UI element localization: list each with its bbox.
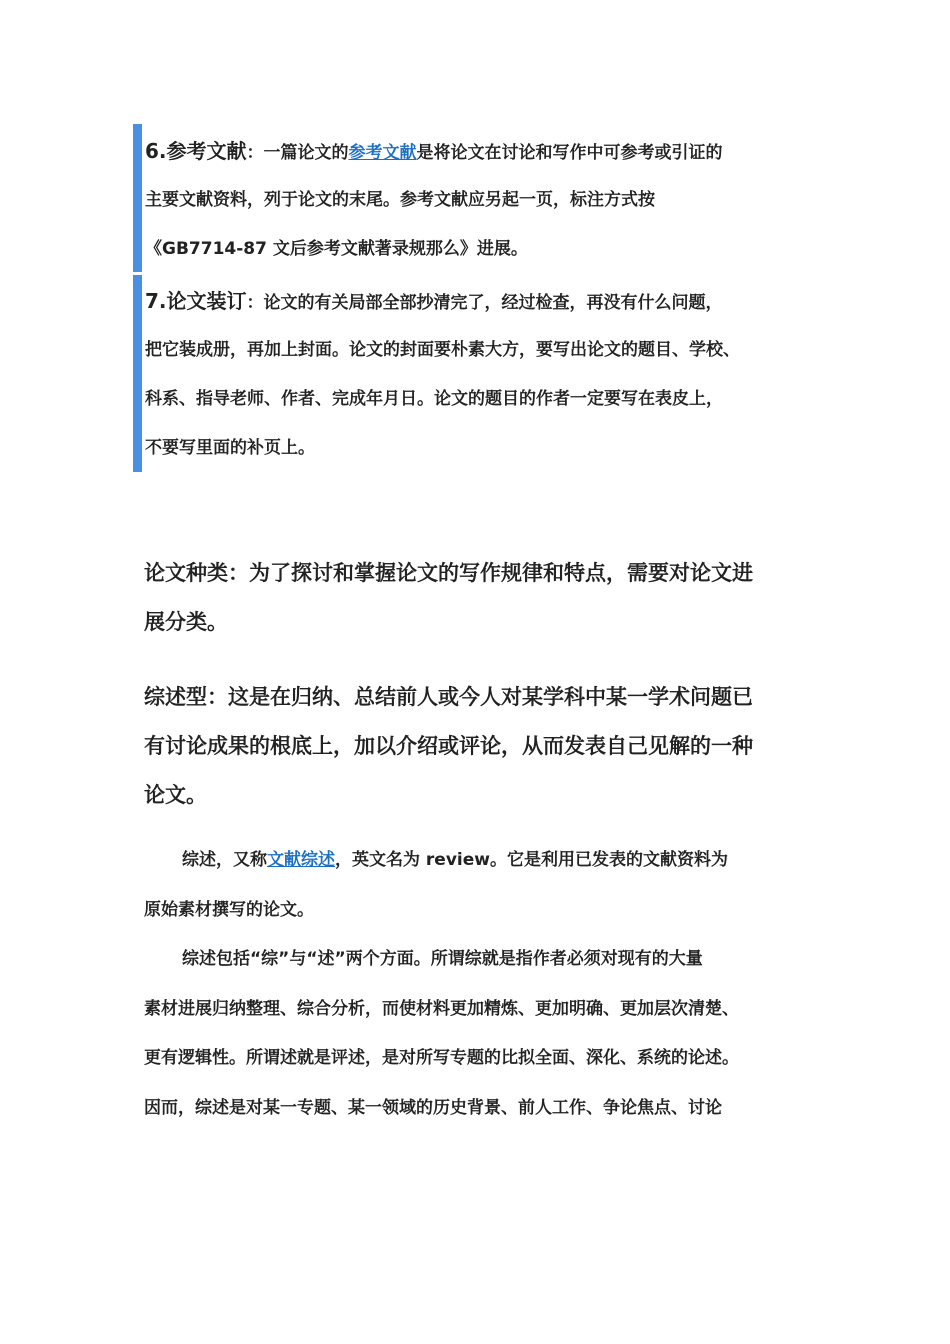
section6-text: 是将论文在讨论和写作中可参考或引证的: [416, 143, 723, 163]
section7-line2: 把它装成册，再加上封面。论文的封面要朴素大方，要写出论文的题目、学校、: [145, 340, 740, 360]
review-intro-text: 综述，又称: [182, 850, 267, 870]
section7-line4: 不要写里面的补页上。: [145, 438, 315, 458]
review-detail-line3: 更有逻辑性。所谓述就是评述，是对所写专题的比拟全面、深化、系统的论述。: [144, 1048, 739, 1068]
reference-link[interactable]: 参考文献: [348, 143, 417, 163]
review-type-line3: 论文。: [144, 783, 207, 807]
quote-accent-bar: [133, 124, 142, 272]
section6-text: ：一篇论文的: [246, 143, 349, 163]
review-intro-line2: 原始素材撰写的论文。: [144, 900, 314, 920]
review-intro-line1: [182, 847, 728, 873]
section7-heading: 7.论文装订: [145, 289, 247, 313]
types-line2: 展分类。: [144, 610, 228, 634]
section6-line3: 《GB7714-87 文后参考文献著录规那么》进展。: [145, 239, 528, 259]
review-type-line2: 有讨论成果的根底上，加以介绍或评论，从而发表自己见解的一种: [144, 734, 753, 758]
review-type-line1: 综述型：这是在归纳、总结前人或今人对某学科中某一学术问题已: [144, 685, 753, 709]
review-detail-line2: 素材进展归纳整理、综合分析，而使材料更加精炼、更加明确、更加层次清楚、: [144, 999, 739, 1019]
section7-line3: 科系、指导老师、作者、完成年月日。论文的题目的作者一定要写在表皮上，: [145, 389, 723, 409]
section6-line1: [145, 138, 723, 166]
quote-accent-bar: [133, 275, 142, 472]
review-intro-text: ，英文名为 review。它是利用已发表的文献资料为: [335, 850, 728, 870]
review-detail-line1: 综述包括“综”与“述”两个方面。所谓综就是指作者必须对现有的大量: [182, 949, 703, 969]
section7-text: ：论文的有关局部全部抄清完了，经过检查，再没有什么问题，: [246, 293, 723, 313]
section6-heading: 6.参考文献: [145, 139, 247, 163]
literature-review-link[interactable]: 文献综述: [267, 850, 335, 870]
section7-line1: [145, 288, 723, 316]
types-line1: 论文种类：为了探讨和掌握论文的写作规律和特点，需要对论文进: [144, 561, 753, 585]
review-detail-line4: 因而，综述是对某一专题、某一领域的历史背景、前人工作、争论焦点、讨论: [144, 1098, 722, 1118]
section6-line2: 主要文献资料，列于论文的末尾。参考文献应另起一页，标注方式按: [145, 190, 655, 210]
